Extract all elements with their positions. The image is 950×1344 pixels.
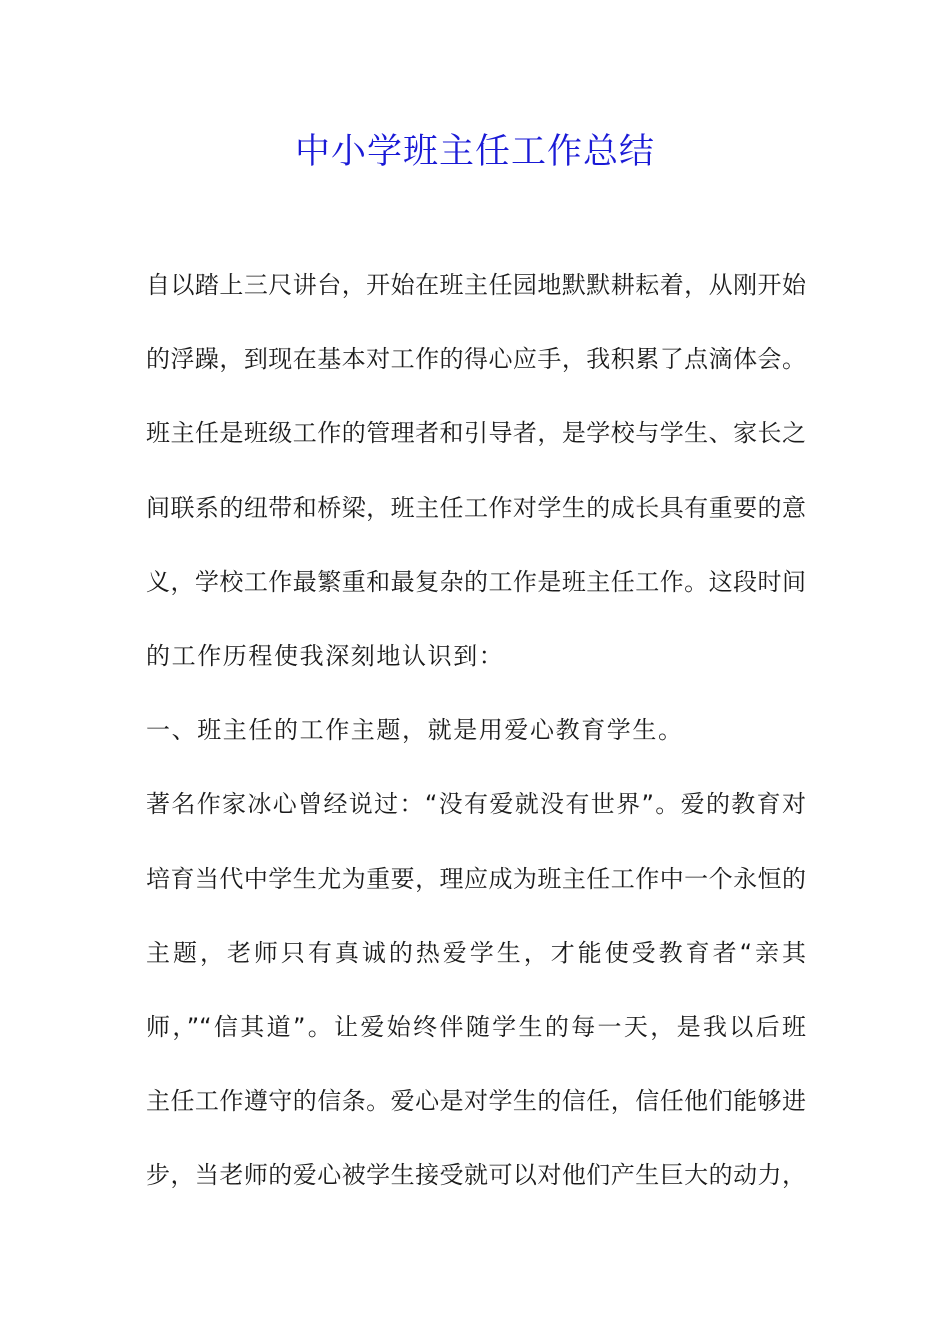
paragraph-line: 师，”“信其道”。让爱始终伴随学生的每一天，是我以后班 <box>146 1012 806 1041</box>
paragraph-line: 步，当老师的爱心被学生接受就可以对他们产生巨大的动力， <box>146 1161 806 1190</box>
paragraph-line: 著名作家冰心曾经说过：“没有爱就没有世界”。爱的教育对 <box>146 790 806 819</box>
paragraph-line: 主任工作遵守的信条。爱心是对学生的信任，信任他们能够进 <box>146 1087 806 1116</box>
document-body <box>146 265 806 1229</box>
paragraph-line: 培育当代中学生尤为重要，理应成为班主任工作中一个永恒的 <box>146 864 806 893</box>
paragraph-line: 义，学校工作最繁重和最复杂的工作是班主任工作。这段时间 <box>146 567 806 596</box>
paragraph-line: 的工作历程使我深刻地认识到： <box>146 641 505 670</box>
paragraph-line: 班主任是班级工作的管理者和引导者，是学校与学生、家长之 <box>146 419 806 448</box>
paragraph-line: 的浮躁，到现在基本对工作的得心应手，我积累了点滴体会。 <box>146 345 806 374</box>
paragraph-line: 间联系的纽带和桥梁，班主任工作对学生的成长具有重要的意 <box>146 493 806 522</box>
paragraph-line: 自以踏上三尺讲台，开始在班主任园地默默耕耘着，从刚开始 <box>146 271 806 299</box>
section-heading: 一、班主任的工作主题，就是用爱心教育学生。 <box>146 716 684 745</box>
document-title: 中小学班主任工作总结 <box>294 132 655 172</box>
paragraph-line: 主题，老师只有真诚的热爱学生，才能使受教育者“亲其 <box>146 938 806 967</box>
